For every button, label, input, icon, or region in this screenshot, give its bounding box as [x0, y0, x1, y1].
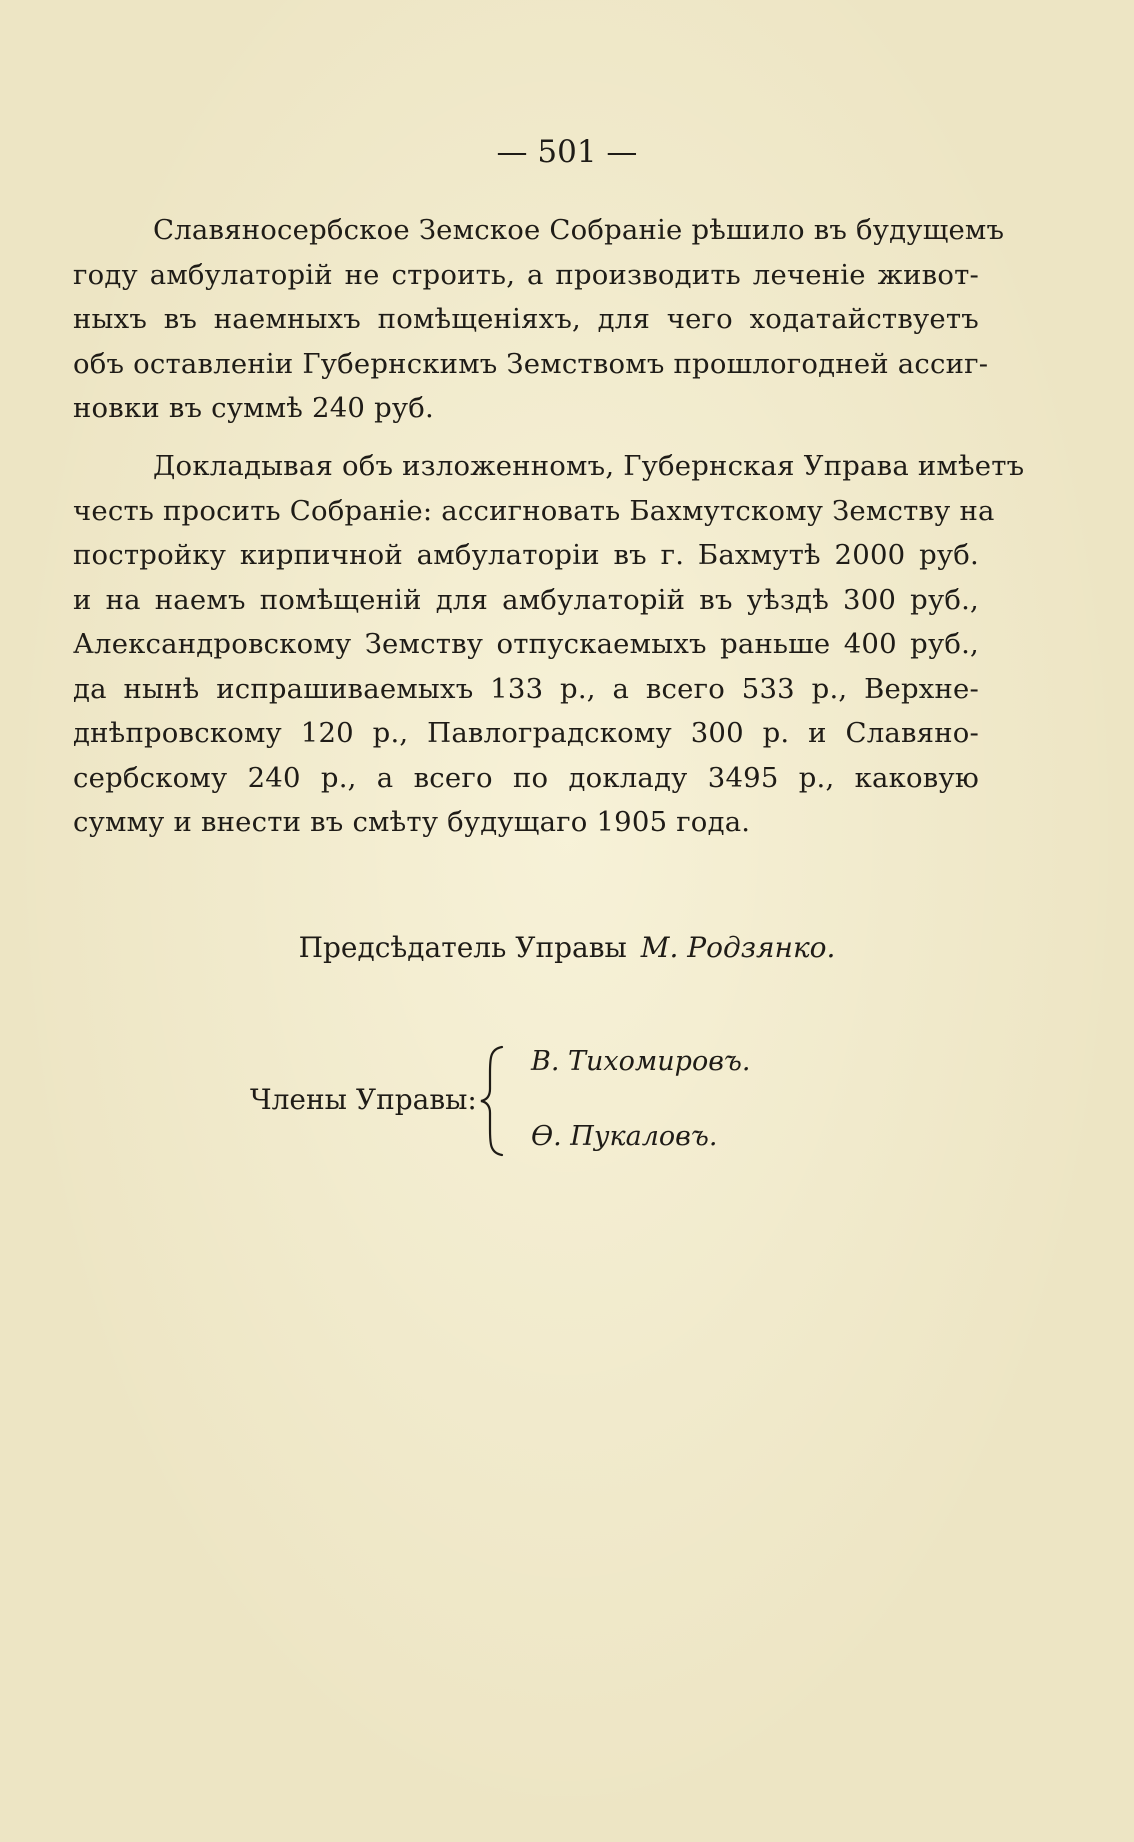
paragraph-2-line: днѣпровскому 120 р., Павлоградскому 300 р. и Славяно- — [73, 717, 979, 749]
paragraph-2-line: и на наемъ помѣщеній для амбулаторій въ уѣздѣ 300 руб., — [73, 583, 979, 616]
paragraph-2-line: Докладывая объ изложенномъ, Губернская Управа имѣетъ — [153, 450, 1025, 482]
paragraph-2-line: честь просить Собраніе: ассигновать Бахмутскому Земству на — [73, 494, 995, 527]
paragraph-1-line: Славяносербское Земское Собраніе рѣшило въ будущемъ — [153, 214, 1005, 246]
members-label: Члены Управы: — [250, 1083, 477, 1116]
paragraph-1 — [73, 208, 1005, 431]
paragraph-1-line: объ оставленіи Губернскимъ Земствомъ прошлогодней ассиг- — [73, 347, 989, 380]
member-signature-2: Ѳ. Пукаловъ. — [531, 1121, 718, 1152]
paragraph-1-line: новки въ суммѣ 240 руб. — [73, 392, 434, 424]
page-number: — 501 — — [496, 134, 638, 170]
paragraph-1-line: ныхъ въ наемныхъ помѣщеніяхъ, для чего ходатайствуетъ — [73, 303, 979, 335]
paragraph-2 — [73, 444, 1025, 845]
paragraph-2-line: сумму и внести въ смѣту будущаго 1905 года. — [73, 806, 751, 838]
chairman-signature — [0, 928, 1134, 968]
paragraph-2-line: сербскому 240 р., а всего по докладу 3495 р., каковую — [73, 761, 979, 794]
paragraph-1-line: году амбулаторій не строить, а производить леченіе живот- — [73, 258, 979, 291]
chairman-name: М. Родзянко. — [640, 931, 836, 964]
member-signature-1: В. Тихомировъ. — [531, 1046, 751, 1077]
chairman-title: Предсѣдатель Управы — [298, 931, 627, 964]
curly-brace-icon — [478, 1045, 508, 1157]
paragraph-2-line: да нынѣ испрашиваемыхъ 133 р., а всего 533 р., Верхне- — [73, 672, 979, 705]
paragraph-2-line: Александровскому Земству отпускаемыхъ раньше 400 руб., — [73, 628, 979, 660]
paragraph-2-line: постройку кирпичной амбулаторіи въ г. Бахмутѣ 2000 руб. — [73, 539, 979, 571]
